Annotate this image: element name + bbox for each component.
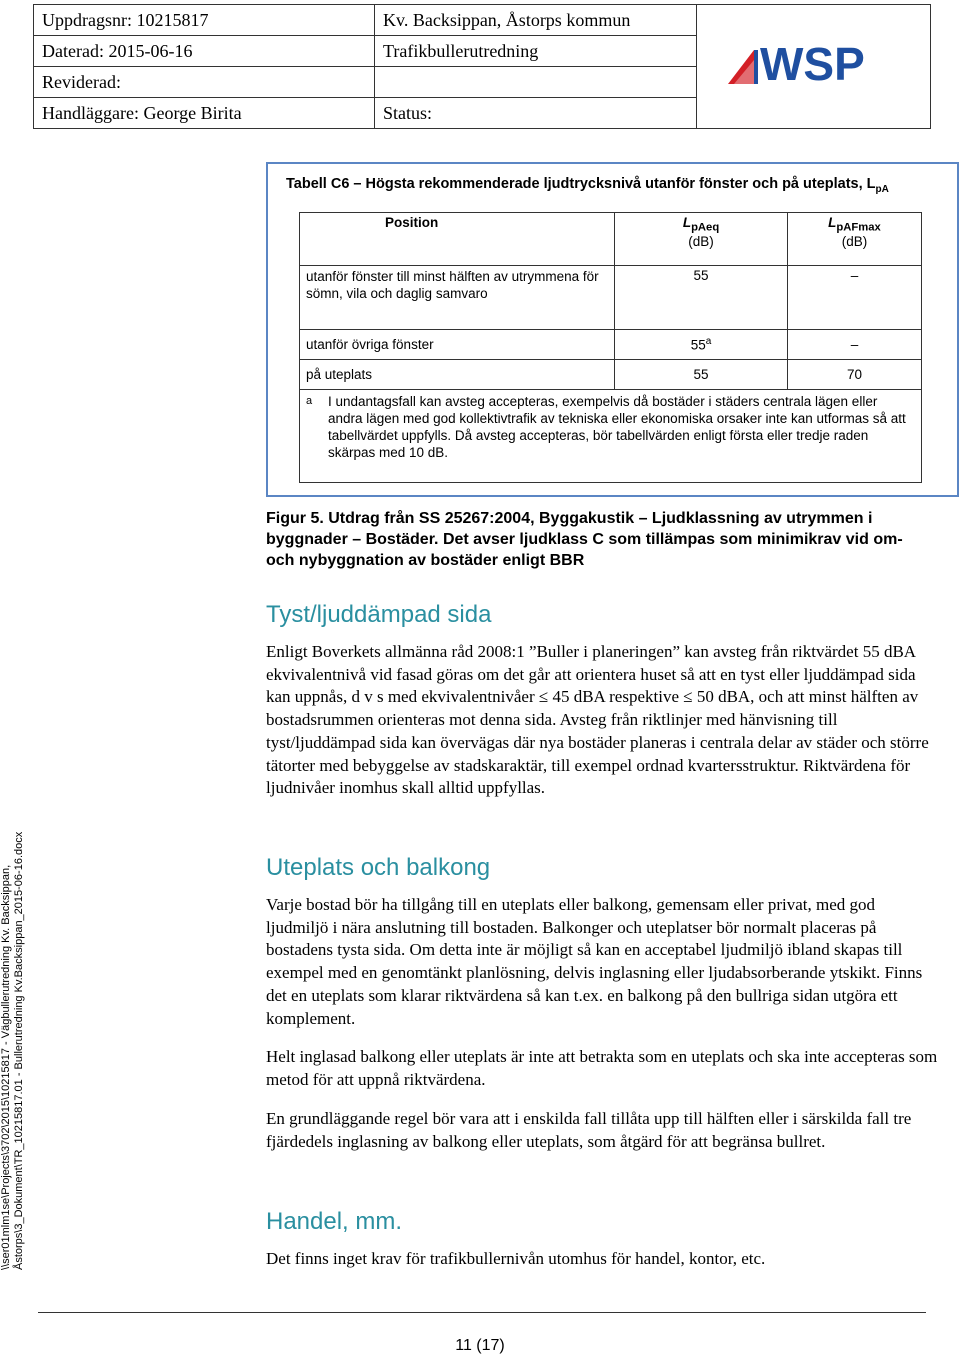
paragraph-uteplats-1: Varje bostad bör ha tillgång till en uteplats eller balkong, gemensam eller privat, med god ljudmiljö i nära anslutning till bostaden. Balkonger och uteplatser bör normalt placeras på bostadens tysta sida. Om detta inte är möjligt så kan en acceptabel ljudmiljö ibland skapas till exempel med en genomtänkt planlösning, delvis inglasning eller ljudabsorberande ytskikt. Finns det en uteplats som klarar riktvärdena så kan t.ex. en balkong på den bullriga sidan utgöra ett komplement. — [266, 895, 923, 1028]
table-row: utanför övriga fönster 55$^a$ – — [300, 330, 922, 360]
wsp-logo-mark — [724, 32, 904, 96]
report-type: Trafikbullerutredning — [375, 36, 697, 67]
table-title: Tabell C6 – Högsta rekommenderade ljudtrycksnivå utanför fönster och på uteplats, $L_{pA}$ — [286, 176, 889, 195]
heading-tyst-sida: Tyst/ljuddämpad sida — [266, 601, 492, 628]
heading-handel: Handel, mm. — [266, 1208, 403, 1235]
status: Status: — [375, 98, 697, 129]
paragraph-handel: Det finns inget krav för trafikbullernivån utomhus för handel, kontor, etc. — [266, 1249, 766, 1268]
paragraph-tyst-sida: Enligt Boverkets allmänna råd 2008:1 ”Buller i planeringen” kan avsteg från riktvärdet 55 dBA ekvivalentnivå vid fasad göras om det går att orientera huset så att en tyst eller ljuddämpad sida kan uppnås, d v s med ekvivalentnivåer ≤ 45 dBA respektive ≤ 50 dBA, och att minst hälften av bostadsrummen orienteras mot denna sida. Avsteg från riktlinjer med hänvisning till tyst/ljuddämpad sida kan övervägas där nya bostäder planeras i centrala delar av städer och större tätorter med bebyggelse av stadskaraktär, till exempel ordnad kvartersstruktur. Riktvärdena för ljudnivåer inomhus skall alltid uppfyllas. — [266, 642, 929, 798]
table-note: I undantagsfall kan avsteg accepteras, exempelvis då bostäder i städers centrala lägen eller andra lägen med god kollektivtrafik av tekniska eller ekonomiska orsaker inte kan utformas så att tabellvärdet uppfylls. Då avsteg accepteras, bör tabellvärden enligt första eller tredje raden skärpas med 10 dB. — [328, 394, 906, 460]
heading-uteplats: Uteplats och balkong — [266, 854, 491, 881]
daterad: Daterad: 2015-06-16 — [34, 36, 375, 67]
table-row: på uteplats 55 70 — [300, 360, 922, 390]
table-note-row: a I undantagsfall kan avsteg accepteras, exempelvis då bostäder i städers centrala lägen eller andra lägen med god kollektivtrafik av tekniska eller ekonomiska orsaker inte kan utformas så att tabellvärdet uppfylls. Då avsteg accepteras, bör tabellvärden enligt första eller tredje raden skärpas med 10 dB. — [300, 390, 922, 483]
table-header-row — [300, 213, 922, 266]
paragraph-uteplats-2: Helt inglasad balkong eller uteplats är inte att betrakta som en uteplats och ska inte accepteras som metod för att uppnå riktvärdena. — [266, 1047, 938, 1089]
wsp-logo — [697, 5, 931, 129]
handlaggare: Handläggare: George Birita — [34, 98, 375, 129]
col-position: Position — [300, 213, 615, 266]
figure-table-c6 — [266, 162, 959, 497]
paragraph-uteplats-3: En grundläggande regel bör vara att i enskilda fall tillåta upp till hälften eller i särskilda fall tre fjärdedels inglasning av balkong eller uteplats, som åtgärd för att begränsa bullret. — [266, 1109, 912, 1151]
file-path-margin: \\ser01mlm1se\Projects\3702\2015\10215817 - Vägbullerutredning Kv. Backsippan, Åstorps\3_Dokument\TR_10215817.01 - Bullerutredning Kv.Backsippan_2015-06-16.docx — [0, 831, 25, 1270]
figure-caption: Figur 5. Utdrag från SS 25267:2004, Byggakustik – Ljudklassning av utrymmen i byggnader – Bostäder. Det avser ljudklass C som tillämpas som minimikrav vid om- och nybyggnation av bostäder enligt BBR — [266, 510, 903, 569]
logo-text: WSP — [759, 38, 865, 90]
page-number: 11 (17) — [455, 1337, 505, 1354]
col-laeq: $L_{pAeq}$ (dB) — [615, 213, 788, 266]
reviderad: Reviderad: — [34, 67, 375, 98]
document-header — [33, 4, 931, 129]
uppdragsnr: Uppdragsnr: 10215817 — [34, 5, 375, 36]
project-name: Kv. Backsippan, Åstorps kommun — [375, 5, 697, 36]
footer-divider — [38, 1312, 926, 1313]
col-lamax: $L_{pAFmax}$ (dB) — [788, 213, 922, 266]
table-row: utanför fönster till minst hälften av utrymmena för sömn, vila och daglig samvaro 55 – — [300, 266, 922, 330]
blank-cell — [375, 67, 697, 98]
noise-table — [299, 212, 922, 483]
